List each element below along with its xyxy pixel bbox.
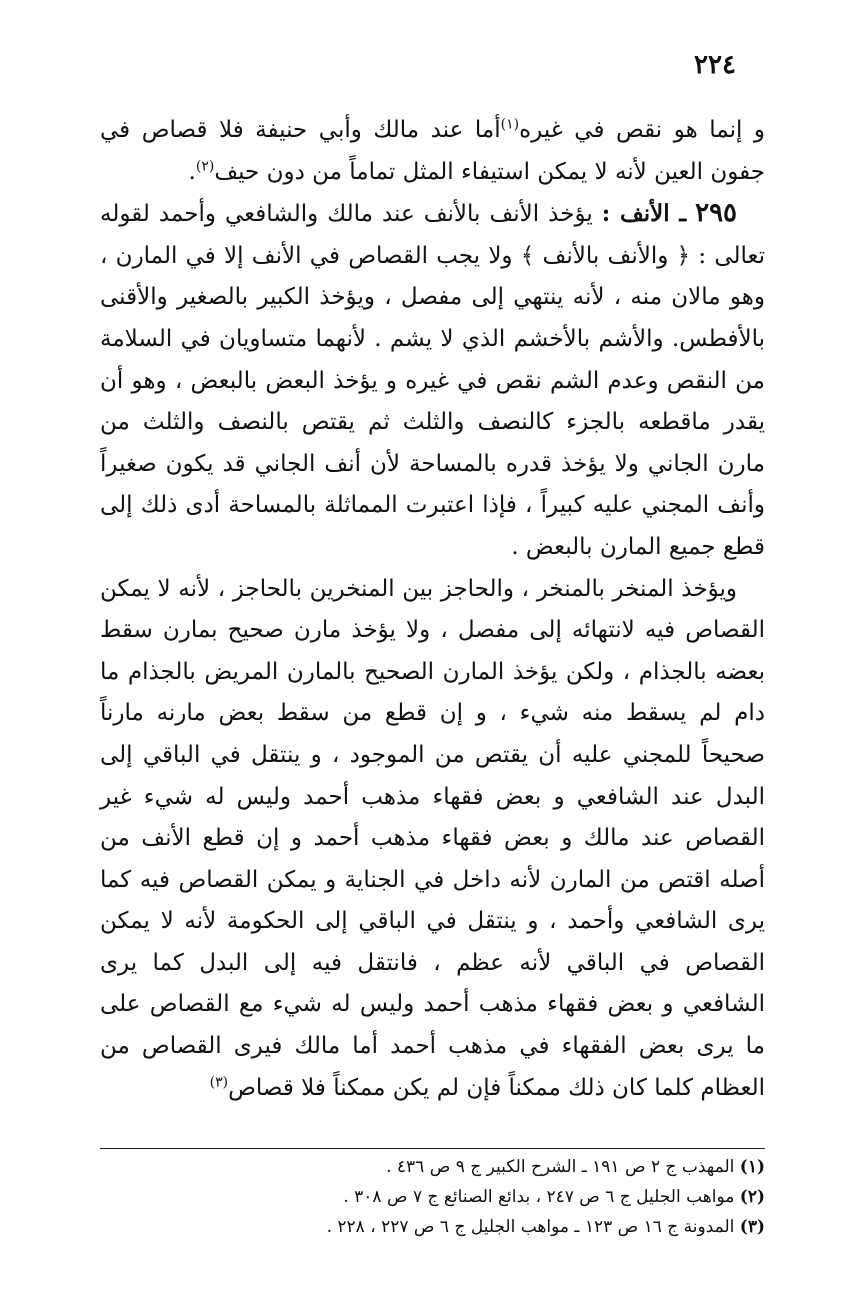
footnote-3	[150, 1212, 765, 1242]
footnote-ref-2[interactable]: (٢)	[195, 157, 215, 174]
footnote-1	[150, 1152, 765, 1182]
footnote-text: المهذب ج ٢ ص ١٩١ ـ الشرح الكبير ج ٩ ص ٤٣٦ .	[386, 1157, 735, 1177]
paragraph-3	[100, 569, 765, 1110]
footnote-mark: (١)	[739, 1157, 765, 1177]
paragraph-1	[100, 110, 765, 193]
footnote-ref-3[interactable]: (٣)	[209, 1074, 229, 1090]
footnotes	[150, 1152, 765, 1242]
paragraph-1-part-a: و إنما هو نقص في غيره	[519, 117, 765, 143]
footnote-ref-1[interactable]: (١)	[500, 116, 520, 133]
section-number: ٢٩٥	[695, 198, 738, 229]
footnote-mark: (٣)	[739, 1217, 765, 1237]
footnote-divider	[100, 1148, 765, 1149]
page-number: ٢٢٤	[694, 50, 736, 80]
paragraph-1-part-c: أما عند مالك وأبي حنيفة فلا قصاص في جفون العين لأنه لا يمكن استيفاء المثل تماماً من دون حيف	[100, 117, 765, 185]
paragraph-3-text: ويؤخذ المنخر بالمنخر ، والحاجز بين المنخرين بالحاجز ، لأنه لا يمكن القصاص فيه لانتهائه إلى مفصل ، ولا يؤخذ مارن صحيح بمارن سقط بعضه بالجذام ، ولكن يؤخذ المارن الصحيح بالمارن المريض بالجذام ما دام لم يسقط منه شيء ، و إن قطع من سقط بعض مارنه مارناً صحيحاً للمجني عليه أن يقتص من الموجود ، و ينتقل في الباقي إلى البدل عند الشافعي و بعض فقهاء مذهب أحمد وليس له شيء غير القصاص عند مالك و بعض فقهاء مذهب أحمد و إن قطع الأنف من أصله اقتص من المارن لأنه داخل في الجناية و يمكن القصاص فيه كما يرى الشافعي وأحمد ، و ينتقل في الباقي إلى الحكومة لأنه لا يمكن القصاص في الباقي لأنه عظم ، فانتقل فيه إلى البدل كما يرى الشافعي و بعض فقهاء مذهب أحمد وليس له شيء مع القصاص على ما يرى بعض الفقهاء في مذهب أحمد أما مالك فيرى القصاص من العظام كلما كان ذلك ممكناً فإن لم يكن ممكناً فلا قصاص	[100, 575, 766, 1101]
body-text	[100, 110, 765, 1109]
section-295	[100, 193, 765, 568]
footnote-text: مواهب الجليل ج ٦ ص ٢٤٧ ، بدائع الصنائع ج ٧ ص ٣٠٨ .	[343, 1187, 735, 1207]
footnote-mark: (٢)	[739, 1187, 765, 1207]
footnote-2	[150, 1182, 765, 1212]
section-title: ـ الأنف :	[601, 200, 687, 228]
footnote-text: المدونة ج ١٦ ص ١٢٣ ـ مواهب الجليل ج ٦ ص ٢٢٧ ، ٢٢٨ .	[326, 1217, 735, 1237]
section-text: يؤخذ الأنف بالأنف عند مالك والشافعي وأحمد لقوله تعالى : ﴿ والأنف بالأنف ﴾ ولا يجب القصاص في الأنف إلا في المارن ، وهو مالان منه ، لأنه ينتهي إلى مفصل ، ويؤخذ الكبير بالصغير والأقنى بالأفطس. والأشم بالأخشم الذي لا يشم . لأنهما متساويان في السلامة من النقص وعدم الشم نقص في غيره و يؤخذ البعض بالبعض ، وهو أن يقدر ماقطعه بالجزء كالنصف والثلث ثم يقتص بالنصف والثلث من مارن الجاني ولا يؤخذ قدره بالمساحة لأن أنف الجاني قد يكون صغيراً وأنف المجني عليه كبيراً ، فإذا اعتبرت المماثلة بالمساحة أدى ذلك إلى قطع جميع المارن بالبعض .	[100, 201, 765, 560]
paragraph-1-part-e: .	[188, 158, 196, 185]
